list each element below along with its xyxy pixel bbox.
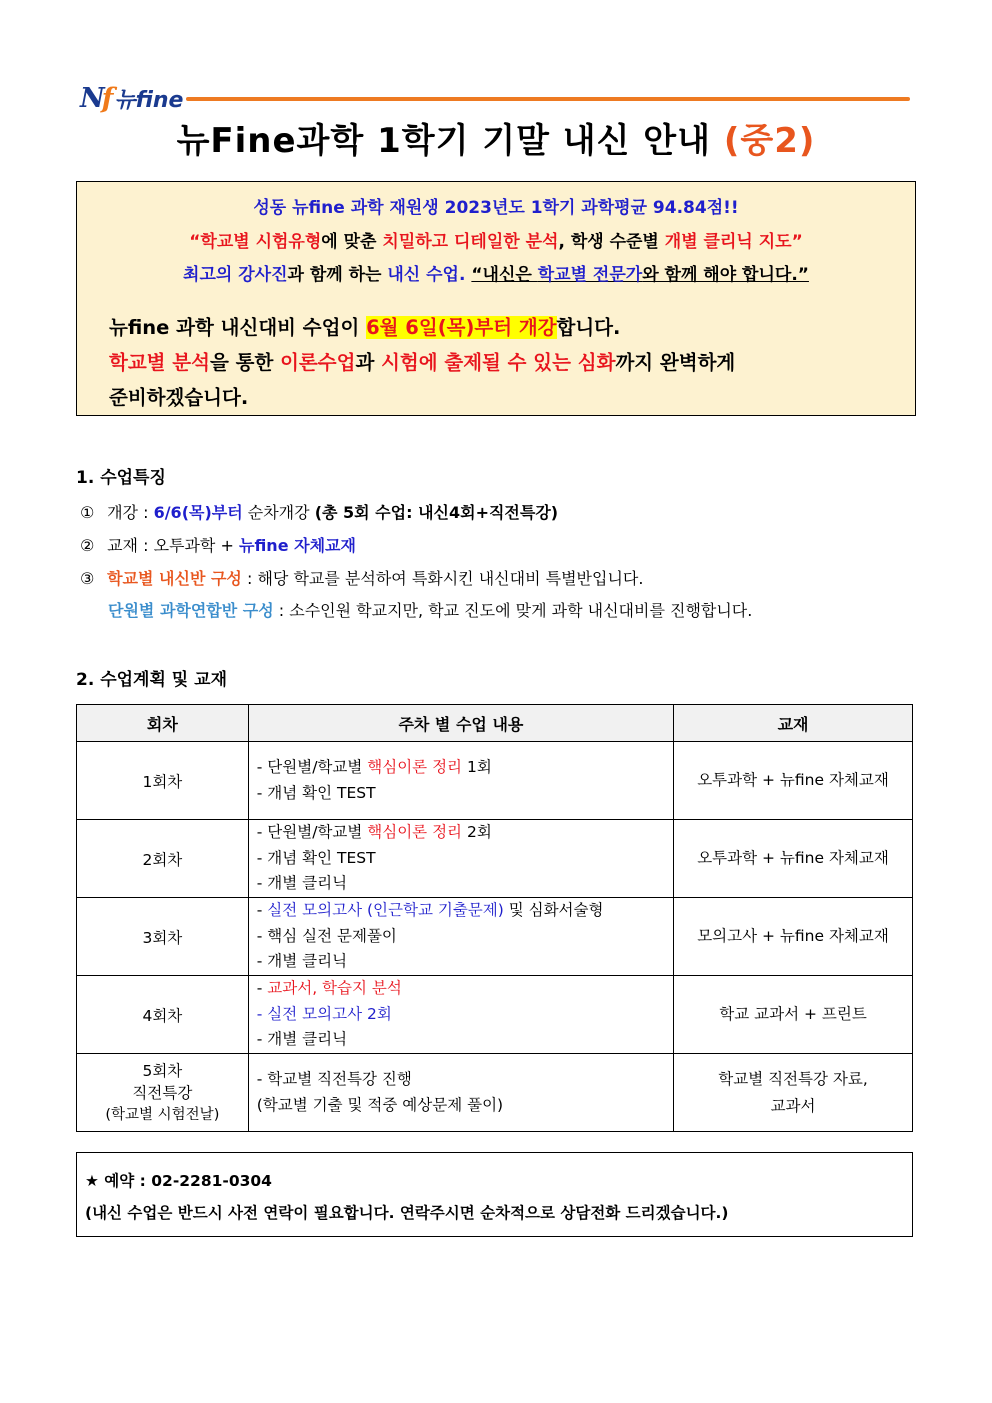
notice-average: 성동 뉴fine 과학 재원생 2023년도 1학기 과학평균 94.84점!! bbox=[253, 198, 739, 218]
notice-slogan: “학교별 시험유형에 맞춘 치밀하고 디테일한 분석, 학생 수준별 개별 클리닉 지도” bbox=[189, 232, 803, 252]
round-cell: 4회차 bbox=[77, 976, 249, 1054]
notice-tagline: 최고의 강사진과 함께 하는 내신 수업. “내신은 학교별 전문가와 함께 해야 합니다.” bbox=[183, 265, 809, 285]
content-cell: - 단원별/학교별 핵심이론 정리 2회 - 개념 확인 TEST - 개별 클리닉 bbox=[248, 820, 673, 898]
col-header-book: 교재 bbox=[674, 705, 913, 742]
table-row bbox=[77, 898, 913, 976]
brand-logo bbox=[80, 80, 183, 114]
header-rule bbox=[186, 97, 910, 101]
notice-closing: 준비하겠습니다. bbox=[109, 386, 249, 409]
table-row bbox=[77, 820, 913, 898]
section2-heading: 2. 수업계획 및 교재 bbox=[76, 670, 227, 690]
col-header-round: 회차 bbox=[77, 705, 249, 742]
book-cell: 모의고사 + 뉴fine 자체교재 bbox=[674, 898, 913, 976]
content-cell: - 실전 모의고사 (인근학교 기출문제) 및 심화서술형 - 핵심 실전 문제풀이 - 개별 클리닉 bbox=[248, 898, 673, 976]
page-title: 뉴Fine과학 1학기 기말 내신 안내 (중2) bbox=[176, 121, 816, 161]
table-row bbox=[77, 742, 913, 820]
logo-mark: Nf bbox=[80, 83, 111, 114]
round-cell: 2회차 bbox=[77, 820, 249, 898]
feature-item-school-class: ③ 학교별 내신반 구성 : 해당 학교를 분석하여 특화시킨 내신대비 특별반입니다. bbox=[80, 569, 644, 588]
contact-box bbox=[76, 1152, 913, 1237]
logo-wordmark: 뉴fine bbox=[114, 88, 184, 113]
contact-note: (내신 수업은 반드시 사전 연락이 필요합니다. 연락주시면 순차적으로 상담전화 드리겠습니다.) bbox=[85, 1204, 729, 1222]
notice-opening: 뉴fine 과학 내신대비 수업이 6월 6일(목)부터 개강합니다. bbox=[109, 316, 621, 339]
book-cell: 학교 교과서 + 프린트 bbox=[674, 976, 913, 1054]
table-row bbox=[77, 1054, 913, 1132]
reservation-line: ★ 예약 : 02-2281-0304 bbox=[85, 1172, 272, 1190]
book-cell: 오투과학 + 뉴fine 자체교재 bbox=[674, 742, 913, 820]
content-cell: - 교과서, 학습지 분석 - 실전 모의고사 2회 - 개별 클리닉 bbox=[248, 976, 673, 1054]
table-header-row bbox=[77, 705, 913, 742]
feature-item-textbook: ② 교재 : 오투과학 + 뉴fine 자체교재 bbox=[80, 536, 356, 555]
col-header-content: 주차 별 수업 내용 bbox=[248, 705, 673, 742]
round-cell: 5회차 직전특강 (학교별 시험전날) bbox=[77, 1054, 249, 1132]
feature-item-opening: ① 개강 : 6/6(목)부터 순차개강 (총 5회 수업: 내신4회+직전특강) bbox=[80, 503, 559, 522]
content-cell: - 학교별 직전특강 진행 (학교별 기출 및 적중 예상문제 풀이) bbox=[248, 1054, 673, 1132]
plan-table bbox=[76, 704, 913, 1132]
section1-heading: 1. 수업특징 bbox=[76, 468, 166, 488]
content-cell: - 단원별/학교별 핵심이론 정리 1회 - 개념 확인 TEST bbox=[248, 742, 673, 820]
notice-method: 학교별 분석을 통한 이론수업과 시험에 출제될 수 있는 심화까지 완벽하게 bbox=[109, 351, 736, 374]
grade-label: (중2) bbox=[723, 121, 816, 161]
notice-box bbox=[76, 181, 916, 416]
phone-number[interactable]: 02-2281-0304 bbox=[151, 1172, 272, 1190]
round-cell: 1회차 bbox=[77, 742, 249, 820]
round-cell: 3회차 bbox=[77, 898, 249, 976]
table-row bbox=[77, 976, 913, 1054]
feature-item-unit-class: 단원별 과학연합반 구성 : 소수인원 학교지만, 학교 진도에 맞게 과학 내신대비를 진행합니다. bbox=[108, 601, 753, 620]
star-icon: ★ bbox=[85, 1172, 99, 1190]
book-cell: 학교별 직전특강 자료, 교과서 bbox=[674, 1054, 913, 1132]
book-cell: 오투과학 + 뉴fine 자체교재 bbox=[674, 820, 913, 898]
